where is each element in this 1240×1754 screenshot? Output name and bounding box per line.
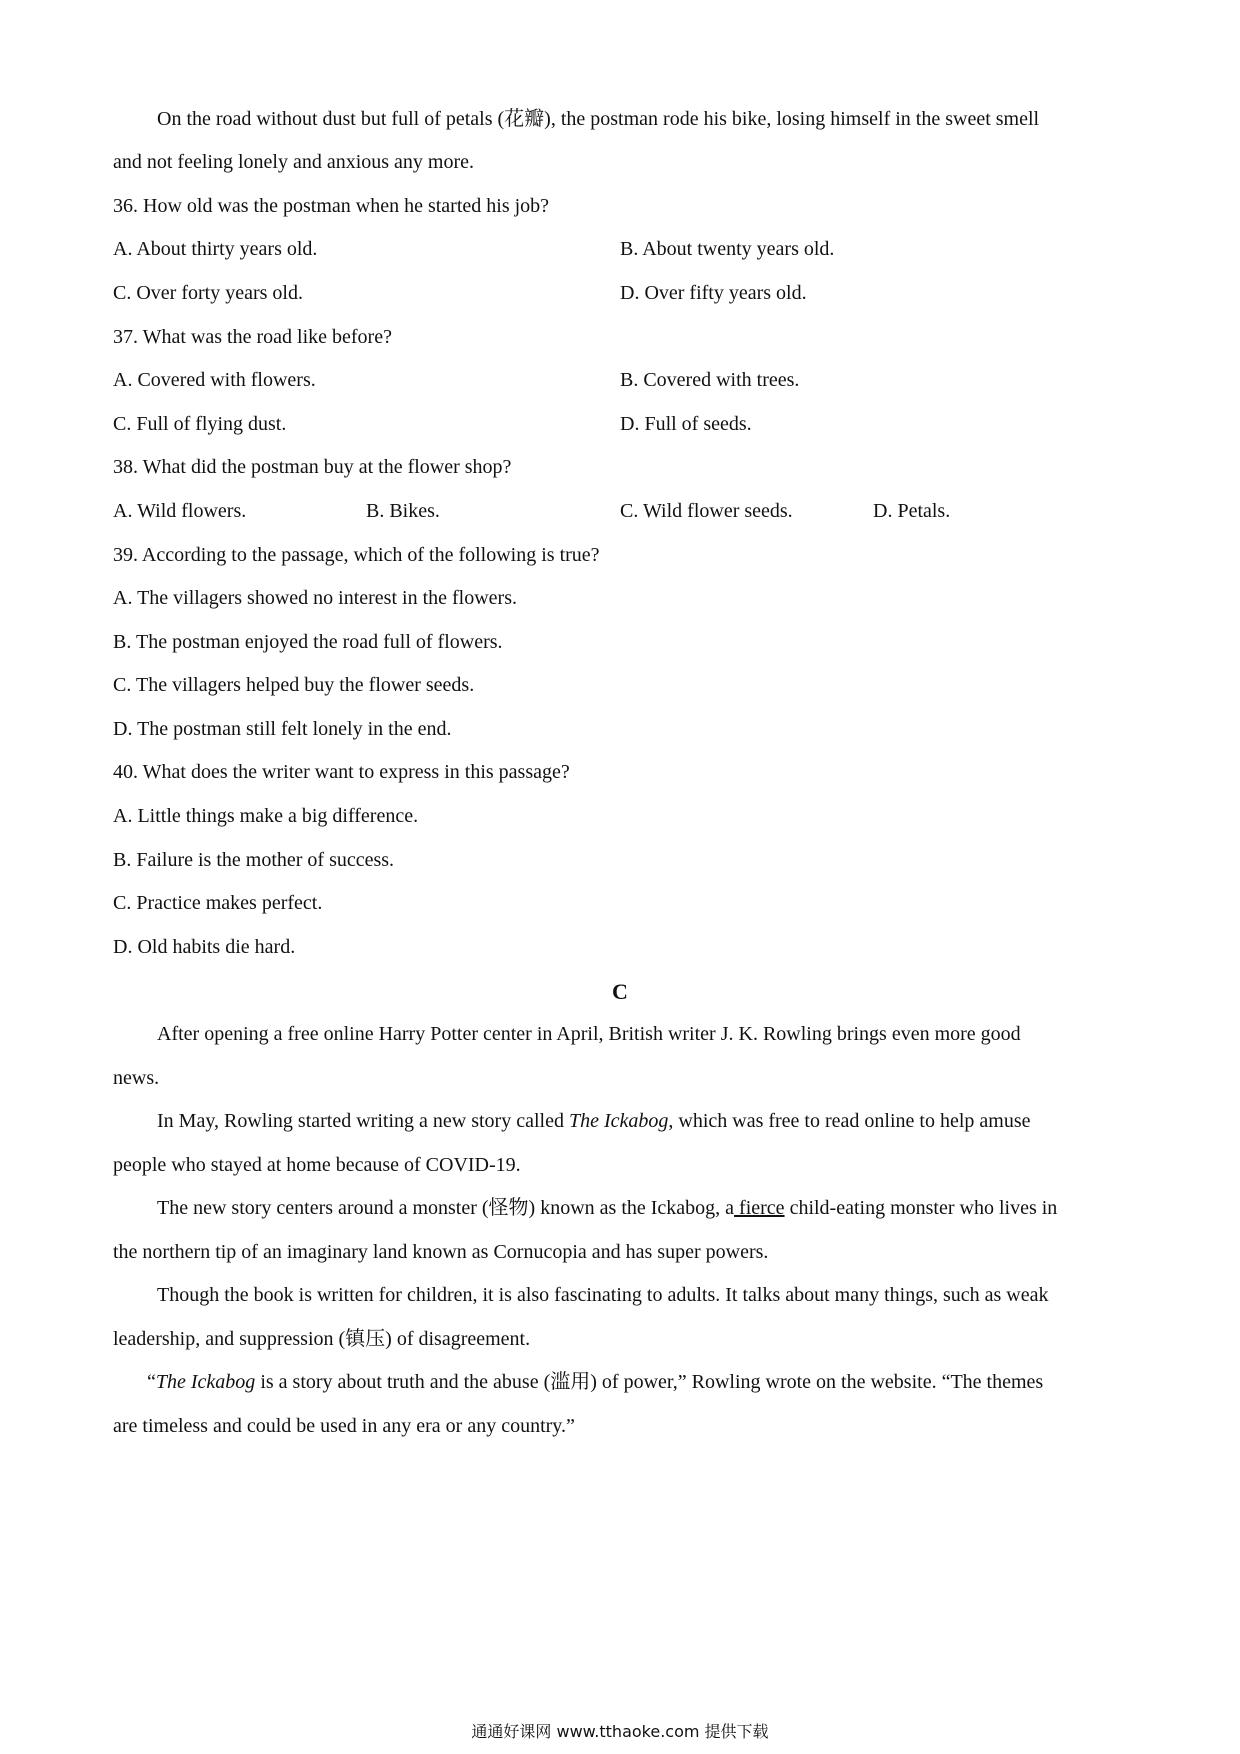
section-c-p4-line-2: leadership, and suppression (镇压) of disagreement. xyxy=(113,1328,531,1350)
p3-text-b: child-eating monster who lives in xyxy=(784,1197,1058,1219)
section-c-p5-line-2: are timeless and could be used in any era or any country.” xyxy=(113,1415,575,1437)
question-40-option-b: B. Failure is the mother of success. xyxy=(113,849,395,871)
section-c-p4-line-1: Though the book is written for children, it is also fascinating to adults. It talks about many things, such as weak xyxy=(157,1284,1049,1306)
section-c-p2-line-2: people who stayed at home because of COVID-19. xyxy=(113,1154,521,1176)
passage-b-line-1: On the road without dust but full of petals (花瓣), the postman rode his bike, losing himself in the sweet smell xyxy=(157,108,1040,130)
p5-open-quote: “ xyxy=(147,1371,156,1393)
question-40-stem: 40. What does the writer want to express in this passage? xyxy=(113,761,570,783)
underlined-word-fierce: fierce xyxy=(734,1197,785,1219)
question-37-option-b: B. Covered with trees. xyxy=(620,369,800,391)
section-c-p5-line-1 xyxy=(147,1370,1043,1394)
question-37-option-d: D. Full of seeds. xyxy=(620,413,752,435)
question-39-stem: 39. According to the passage, which of the following is true? xyxy=(113,544,600,566)
question-37-stem: 37. What was the road like before? xyxy=(113,326,392,348)
question-38-option-b: B. Bikes. xyxy=(366,500,440,522)
p2-text-b: , which was free to read online to help amuse xyxy=(668,1110,1031,1132)
section-c-p3-line-2: the northern tip of an imaginary land known as Cornucopia and has super powers. xyxy=(113,1241,769,1263)
question-38-option-a: A. Wild flowers. xyxy=(113,500,247,522)
question-36-option-c: C. Over forty years old. xyxy=(113,282,303,304)
p2-text-a: In May, Rowling started writing a new story called xyxy=(157,1110,569,1132)
question-40-option-d: D. Old habits die hard. xyxy=(113,936,296,958)
question-36-option-a: A. About thirty years old. xyxy=(113,238,318,260)
section-c-p3-line-1 xyxy=(157,1196,1057,1220)
section-c-p2-line-1 xyxy=(157,1109,1030,1133)
question-39-option-a: A. The villagers showed no interest in the flowers. xyxy=(113,587,517,609)
section-c-p1-line-2: news. xyxy=(113,1067,160,1089)
question-38-option-c: C. Wild flower seeds. xyxy=(620,500,793,522)
question-38-stem: 38. What did the postman buy at the flower shop? xyxy=(113,456,512,478)
passage-b-line-2: and not feeling lonely and anxious any more. xyxy=(113,151,475,173)
question-37-option-a: A. Covered with flowers. xyxy=(113,369,316,391)
page-footer: 通通好课网 www.tthaoke.com 提供下载 xyxy=(471,1722,769,1741)
question-36-option-d: D. Over fifty years old. xyxy=(620,282,807,304)
section-c-heading: C xyxy=(612,979,628,1004)
question-37-option-c: C. Full of flying dust. xyxy=(113,413,287,435)
question-39-option-d: D. The postman still felt lonely in the end. xyxy=(113,718,452,740)
book-title: The Ickabog xyxy=(568,1110,669,1132)
question-39-option-b: B. The postman enjoyed the road full of flowers. xyxy=(113,631,503,653)
question-39-option-c: C. The villagers helped buy the flower seeds. xyxy=(113,674,475,696)
section-c-p1-line-1: After opening a free online Harry Potter center in April, British writer J. K. Rowling brings even more good xyxy=(157,1023,1021,1045)
question-36-option-b: B. About twenty years old. xyxy=(620,238,835,260)
question-40-option-a: A. Little things make a big difference. xyxy=(113,805,419,827)
question-38-option-d: D. Petals. xyxy=(873,500,951,522)
book-title-quote: The Ickabog xyxy=(155,1371,256,1393)
p5-text-b: is a story about truth and the abuse (滥用) of power,” Rowling wrote on the website. “The themes xyxy=(255,1371,1044,1393)
question-36-stem: 36. How old was the postman when he started his job? xyxy=(113,195,550,217)
p3-text-a: The new story centers around a monster (怪物) known as the Ickabog, a xyxy=(157,1197,735,1219)
question-40-option-c: C. Practice makes perfect. xyxy=(113,892,323,914)
